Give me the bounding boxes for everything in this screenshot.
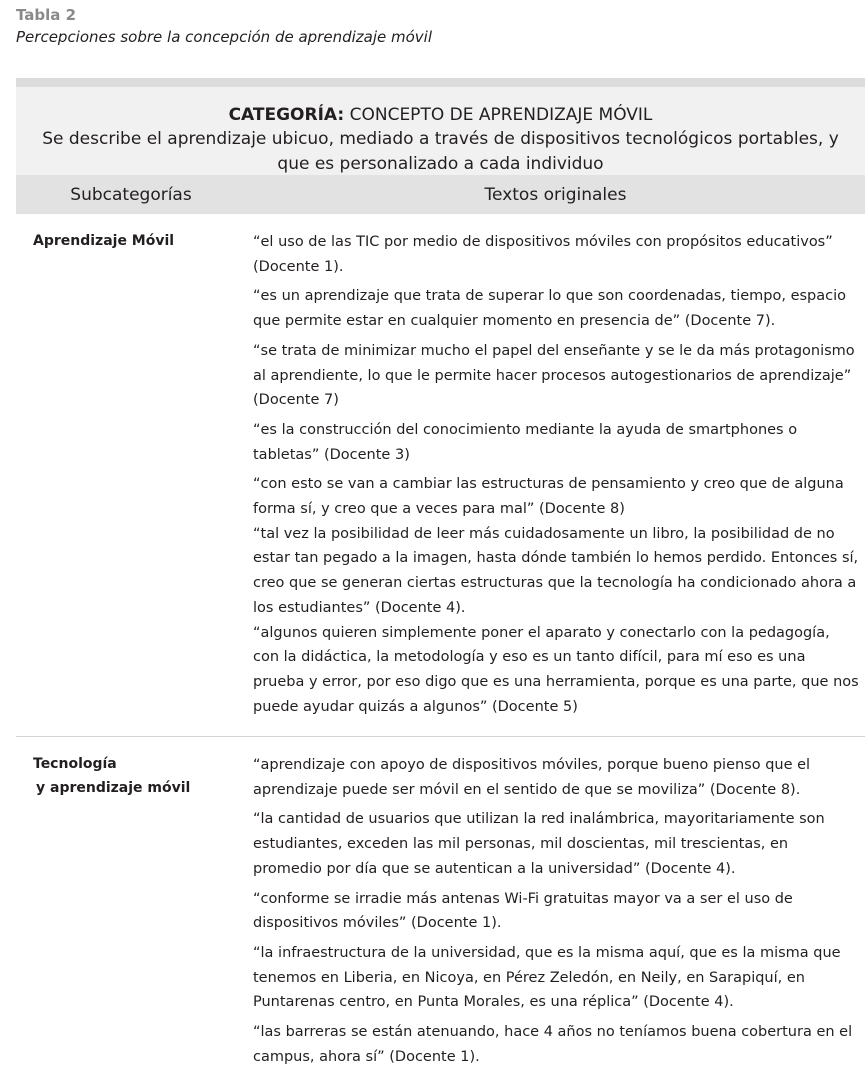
quote-text: “con esto se van a cambiar las estructuras de pensamiento y creo que de alguna forma sí, y creo que a veces para mal” (Docente 8) xyxy=(253,476,844,518)
table-top-rule xyxy=(16,78,865,87)
perceptions-table xyxy=(16,78,865,1078)
quote-text: “es la construcción del conocimiento mediante la ayuda de smartphones o tabletas” (Docente 3) xyxy=(253,421,798,463)
subcategory-cell xyxy=(16,214,253,736)
quote-text: “es un aprendizaje que trata de superar lo que son coordenadas, tiempo, espacio que permite estar en cualquier momento en presencia de” (Docente 7). xyxy=(253,288,847,330)
category-header xyxy=(16,87,865,175)
quote-text: “se trata de minimizar mucho el papel del enseñante y se le da más protagonismo al aprendiente, lo que le permite hacer procesos autogestionarios de aprendizaje” (Docente 7) xyxy=(253,342,855,409)
category-value: CONCEPTO DE APRENDIZAJE MÓVIL xyxy=(344,105,653,125)
category-key: CATEGORÍA: xyxy=(228,105,345,125)
table-caption: Percepciones sobre la concepción de aprendizaje móvil xyxy=(16,28,433,46)
quotes-cell xyxy=(253,214,865,736)
subcategory-label: Tecnología xyxy=(33,756,117,772)
column-header-original-texts: Textos originales xyxy=(484,184,627,205)
quote-text: “la infraestructura de la universidad, que es la misma aquí, que es la misma que tenemos en Liberia, en Nicoya, en Pérez Zeledón, en Neily, en Sarapiquí, en Puntarenas centro, en Punta Morales, es una réplica” (Docente 4). xyxy=(253,944,841,1011)
category-title xyxy=(16,103,865,127)
quote-text: “las barreras se están atenuando, hace 4 años no teníamos buena cobertura en el campus, ahora sí” (Docente 1). xyxy=(253,1024,853,1065)
subcategory-cell xyxy=(16,737,253,1078)
quotes-cell xyxy=(253,737,865,1078)
table-number: Tabla 2 xyxy=(16,6,77,24)
table-row xyxy=(16,214,865,737)
quote-text: “aprendizaje con apoyo de dispositivos móviles, porque bueno pienso que el aprendizaje puede ser móvil en el sentido de que se moviliza” (Docente 8). xyxy=(253,757,811,798)
subcategory-label: y aprendizaje móvil xyxy=(36,780,191,796)
quote-text: “la cantidad de usuarios que utilizan la red inalámbrica, mayoritariamente son estudiantes, exceden las mil personas, mil doscientas, mil trescientas, en promedio por día que se autentican a la universidad” (Docente 4). xyxy=(253,811,825,877)
table-row xyxy=(16,737,865,1078)
subcategory-label: Aprendizaje Móvil xyxy=(33,233,175,249)
column-header-row xyxy=(16,175,865,214)
quote-text: “el uso de las TIC por medio de dispositivos móviles con propósitos educativos” (Docente 1). xyxy=(253,234,833,275)
category-description: Se describe el aprendizaje ubicuo, mediado a través de dispositivos tecnológicos portables, y que es personalizado a cada individuo xyxy=(42,129,839,174)
column-header-subcategories: Subcategorías xyxy=(70,184,192,205)
quote-text: “tal vez la posibilidad de leer más cuidadosamente un libro, la posibilidad de no estar tan pegado a la imagen, hasta dónde también lo hemos perdido. Entonces sí, creo que se generan ciertas estructuras que la tecnología ha condicionado ahora a los estudiantes” (Docente 4). xyxy=(253,525,859,616)
quote-text: “conforme se irradie más antenas Wi-Fi gratuitas mayor va a ser el uso de dispositivos móviles” (Docente 1). xyxy=(253,890,793,932)
quote-text: “algunos quieren simplemente poner el aparato y conectarlo con la pedagogía, con la didáctica, la metodología y eso es un tanto difícil, para mí eso es una prueba y error, por eso digo que es una herramienta, porque es una parte, que nos puede ayudar quizás a algunos” (Docente 5) xyxy=(253,624,859,715)
